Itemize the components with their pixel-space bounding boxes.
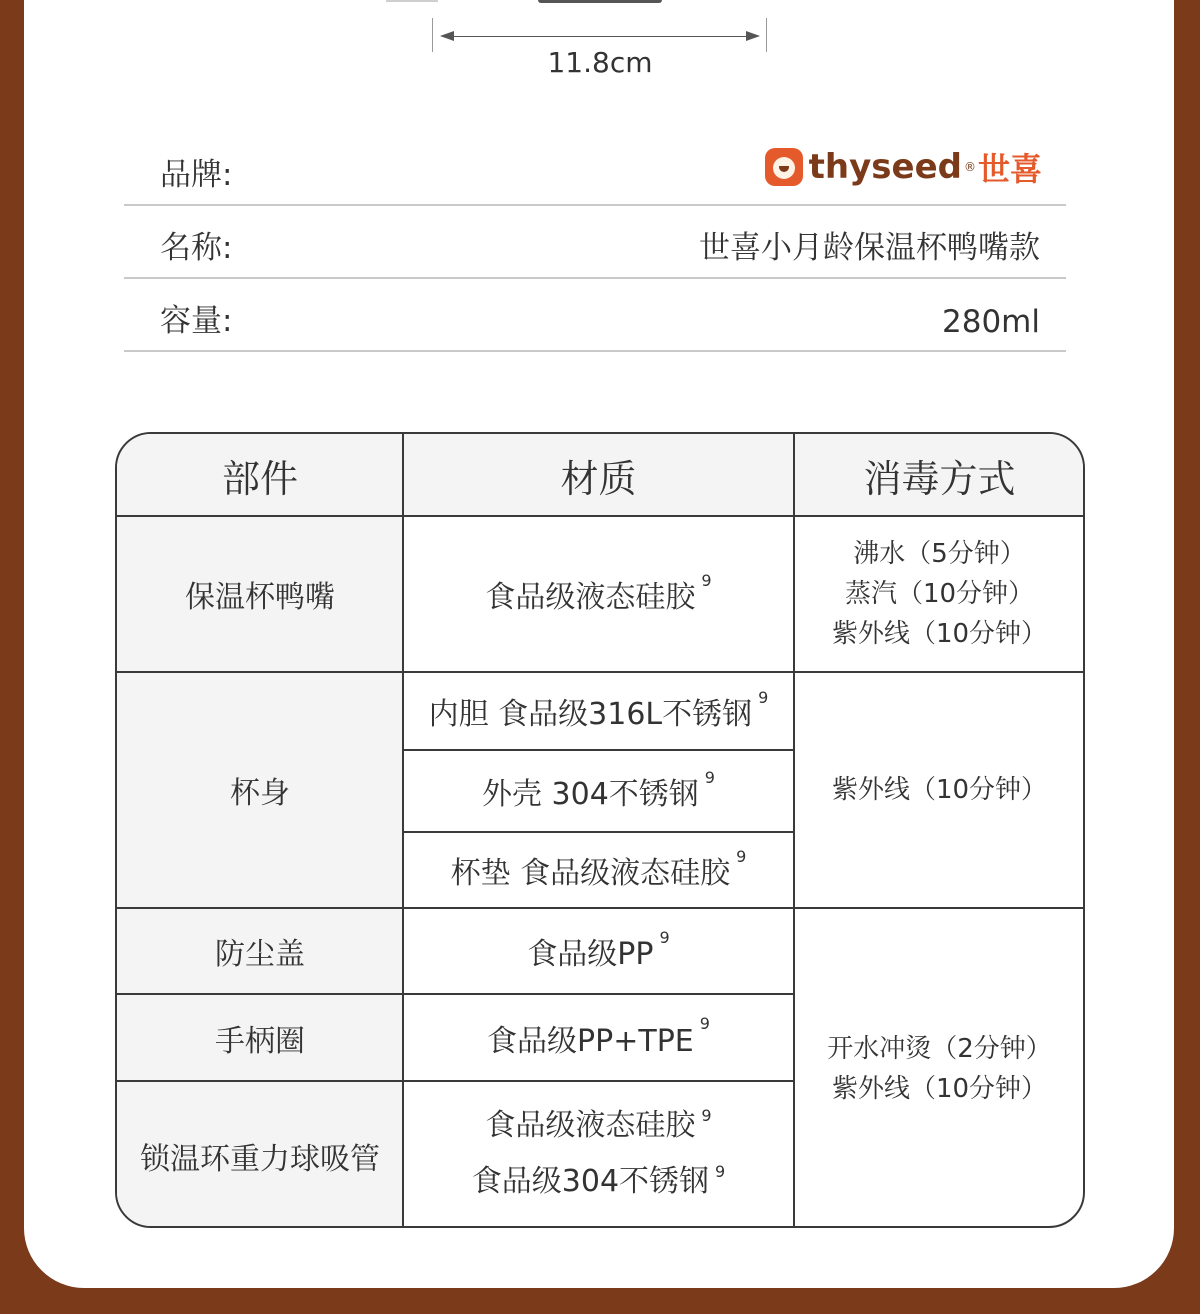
material-outer-shell <box>403 750 794 832</box>
logo-wordmark: thyseed <box>808 147 962 187</box>
footnote-mark: 9 <box>715 1161 726 1181</box>
product-image-edge <box>386 0 438 2</box>
footnote-mark: 9 <box>736 846 747 866</box>
info-row-capacity <box>124 278 1066 352</box>
brand-key: 品牌: <box>160 157 233 193</box>
grid-line <box>117 515 1085 517</box>
grid-line <box>117 1080 794 1082</box>
material-straw <box>403 1081 794 1228</box>
capacity-key: 容量: <box>160 303 233 339</box>
material-text: 食品级液态硅胶 <box>485 1107 696 1143</box>
disinfection-method: 蒸汽（10分钟） <box>844 579 1035 609</box>
lion-face-icon <box>765 148 803 186</box>
arrow-left-icon <box>440 31 454 41</box>
disinfection-body <box>794 672 1085 908</box>
material-text: 外壳 304不锈钢 <box>482 777 699 812</box>
material-text: 杯垫 食品级液态硅胶 <box>450 856 731 891</box>
footnote-mark: 9 <box>701 1105 712 1125</box>
footnote-mark: 9 <box>699 1014 710 1033</box>
part-dustcover: 防尘盖 <box>117 908 403 994</box>
material-text: 内胆 食品级316L不锈钢 <box>428 697 753 732</box>
footnote-mark: 9 <box>701 570 712 590</box>
name-value: 世喜小月龄保温杯鸭嘴款 <box>699 230 1040 266</box>
header-part: 部件 <box>117 434 403 516</box>
arrow-right-icon <box>746 31 760 41</box>
part-straw: 锁温环重力球吸管 <box>117 1081 403 1228</box>
dimension-line <box>442 36 758 37</box>
material-inner-liner <box>403 672 794 750</box>
dimension-tick-right <box>766 18 767 52</box>
grid-line <box>117 993 794 995</box>
material-dustcover <box>403 908 794 994</box>
registered-mark: ® <box>963 160 976 174</box>
material-handle <box>403 994 794 1081</box>
material-table <box>115 432 1085 1228</box>
grid-line <box>403 749 794 751</box>
disinfection-duckbill <box>794 516 1085 672</box>
material-duckbill <box>403 516 794 672</box>
material-text: 食品级PP <box>527 937 654 972</box>
part-handle: 手柄圈 <box>117 994 403 1081</box>
material-cup-pad <box>403 832 794 908</box>
logo-chinese: 世喜 <box>977 150 1042 188</box>
disinfection-method: 紫外线（10分钟） <box>831 775 1048 805</box>
product-image-base <box>538 0 662 3</box>
disinfection-method: 沸水（5分钟） <box>853 539 1026 569</box>
footnote-mark: 9 <box>659 927 670 947</box>
material-text: 食品级PP+TPE <box>487 1023 694 1059</box>
disinfection-method: 紫外线（10分钟） <box>831 1074 1048 1104</box>
capacity-value: 280ml <box>942 304 1040 340</box>
brand-logo <box>765 144 1042 190</box>
dimension-tick-left <box>432 18 433 52</box>
grid-line <box>117 907 1085 909</box>
info-row-brand <box>124 132 1066 206</box>
grid-line <box>117 671 1085 673</box>
disinfection-method: 紫外线（10分钟） <box>831 619 1048 649</box>
header-disinfection: 消毒方式 <box>794 434 1085 516</box>
part-body: 杯身 <box>117 672 403 908</box>
material-text: 食品级304不锈钢 <box>471 1163 710 1199</box>
disinfection-shared <box>794 908 1085 1228</box>
part-duckbill: 保温杯鸭嘴 <box>117 516 403 672</box>
footnote-mark: 9 <box>704 767 715 787</box>
grid-line <box>403 831 794 833</box>
disinfection-method: 开水冲烫（2分钟） <box>827 1034 1052 1064</box>
material-text: 食品级液态硅胶 <box>485 580 696 615</box>
header-material: 材质 <box>403 434 794 516</box>
footnote-mark: 9 <box>758 687 769 707</box>
info-row-name <box>124 205 1066 279</box>
name-key: 名称: <box>160 230 233 266</box>
dimension-label: 11.8cm <box>547 46 653 79</box>
